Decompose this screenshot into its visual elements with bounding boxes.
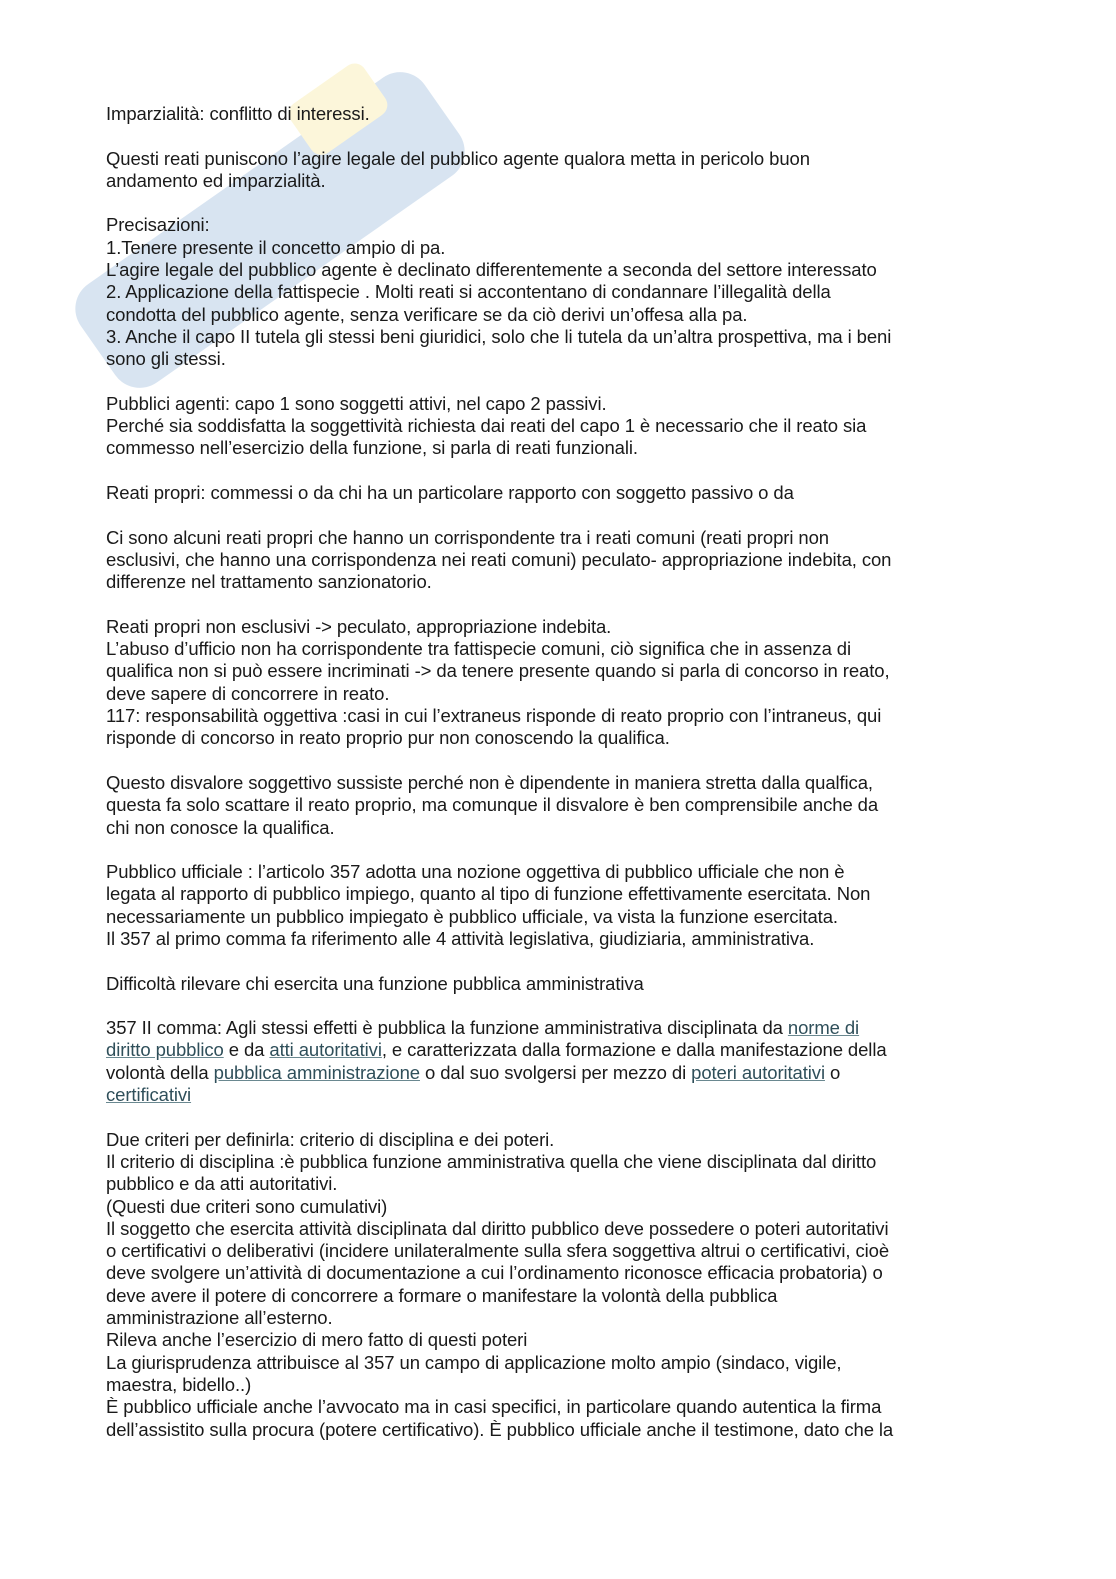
text-line: Pubblici agenti: capo 1 sono soggetti attivi, nel capo 2 passivi. [106,392,607,414]
text-line: maestra, bidello..) [106,1373,252,1395]
text-line [106,1039,1006,1061]
text-line: dell’assistito sulla procura (potere certificativo). È pubblico ufficiale anche il testimone, dato che la [106,1418,894,1440]
text-line: Reati propri non esclusivi -> peculato, appropriazione indebita. [106,615,612,637]
text-line: Due criteri per definirla: criterio di disciplina e dei poteri. [106,1128,555,1150]
text-line: andamento ed imparzialità. [106,169,326,191]
text-line: 2. Applicazione della fattispecie . Molti reati si accontentano di condannare l’illegalità della [106,281,831,303]
text-span: , e caratterizzata dalla formazione e dalla manifestazione della [381,1039,887,1061]
text-line: (Questi due criteri sono cumulativi) [106,1195,388,1217]
text-span: o dal suo svolgersi per mezzo di [419,1061,692,1083]
text-line: È pubblico ufficiale anche l’avvocato ma in casi specifici, in particolare quando autentica la firma [106,1396,882,1418]
text-line: qualifica non si può essere incriminati -> da tenere presente quando si parla di concorso in reato, [106,660,890,682]
text-line: pubblico e da atti autoritativi. [106,1173,338,1195]
link-pubblica-amministrazione[interactable]: pubblica amministrazione [213,1061,420,1083]
text-line: Questi reati puniscono l’agire legale del pubblico agente qualora metta in pericolo buon [106,147,810,169]
text-line: Imparzialità: conflitto di interessi. [106,103,370,124]
paragraph-10 [106,973,1006,995]
text-line: Precisazioni: [106,214,210,236]
link-poteri-autoritativi[interactable]: poteri autoritativi [691,1061,825,1083]
text-line: risponde di concorso in reato proprio pur non conoscendo la qualifica. [106,727,670,749]
text-line: La giurisprudenza attribuisce al 357 un campo di applicazione molto ampio (sindaco, vigile, [106,1351,842,1373]
text-line: chi non conosce la qualifica. [106,816,335,838]
text-line: 3. Anche il capo II tutela gli stessi beni giuridici, solo che li tutela da un’altra prospettiva, ma i beni [106,325,892,347]
paragraph-7 [106,616,1006,750]
text-span: volontà della [106,1061,214,1083]
text-line [106,1062,1006,1084]
paragraph-3 [106,214,1006,370]
text-line: Questo disvalore soggettivo sussiste perché non è dipendente in maniera stretta dalla qualfica, [106,771,873,793]
text-line: 117: responsabilità oggettiva :casi in cui l’extraneus risponde di reato proprio con l’intraneus, qui [106,705,882,727]
text-line: Reati propri: commessi o da chi ha un particolare rapporto con soggetto passivo o da [106,482,794,504]
text-line: deve svolgere un’attività di documentazione a cui l’ordinamento riconosce efficacia probatoria) o [106,1262,883,1284]
text-line: L’agire legale del pubblico agente è declinato differentemente a seconda del settore interessato [106,259,877,281]
text-line: Pubblico ufficiale : l’articolo 357 adotta una nozione oggettiva di pubblico ufficiale che non è [106,861,845,883]
paragraph-9 [106,861,1006,950]
text-line: esclusivi, che hanno una corrispondenza nei reati comuni) peculato- appropriazione indebita, con [106,548,892,570]
link-norme-di-diritto-pubblico-cont[interactable]: diritto pubblico [106,1039,224,1061]
text-line: deve avere il potere di concorrere a formare o manifestare la volontà della pubblica [106,1284,778,1306]
text-line: Il criterio di disciplina :è pubblica funzione amministrativa quella che viene disciplinata dal diritto [106,1150,877,1172]
text-line: legata al rapporto di pubblico impiego, quanto al tipo di funzione effettivamente esercitata. Non [106,883,871,905]
text-line: Il 357 al primo comma fa riferimento alle 4 attività legislativa, giudiziaria, amministrativa. [106,927,815,949]
paragraph-1 [106,103,1006,125]
link-certificativi[interactable]: certificativi [106,1084,192,1106]
text-line: necessariamente un pubblico impiegato è pubblico ufficiale, va vista la funzione esercitata. [106,905,838,927]
text-line: sono gli stessi. [106,348,226,370]
text-line: questa fa solo scattare il reato proprio, ma comunque il disvalore è ben comprensibile anche da [106,794,879,816]
document-page [106,103,1006,1441]
text-line: Difficoltà rilevare chi esercita una funzione pubblica amministrativa [106,972,644,994]
text-line: differenze nel trattamento sanzionatorio. [106,571,432,593]
paragraph-5 [106,482,1006,504]
text-line: commesso nell’esercizio della funzione, si parla di reati funzionali. [106,437,638,459]
paragraph-11 [106,1017,1006,1106]
text-span: e da [223,1039,270,1061]
text-line: Rileva anche l’esercizio di mero fatto di questi poteri [106,1329,528,1351]
text-line: Ci sono alcuni reati propri che hanno un corrispondente tra i reati comuni (reati propri non [106,526,829,548]
link-norme-di-diritto-pubblico[interactable]: norme di [787,1017,860,1039]
paragraph-4 [106,393,1006,460]
paragraph-6 [106,527,1006,594]
text-line: condotta del pubblico agente, senza verificare se da ciò derivi un’offesa alla pa. [106,303,748,325]
link-atti-autoritativi[interactable]: atti autoritativi [269,1039,382,1061]
paragraph-12 [106,1129,1006,1441]
text-span: 357 II comma: Agli stessi effetti è pubblica la funzione amministrativa disciplinata da [106,1017,788,1039]
text-line: deve sapere di concorrere in reato. [106,682,390,704]
paragraph-8 [106,772,1006,839]
text-line: amministrazione all’esterno. [106,1307,333,1329]
text-line [106,1084,1006,1106]
text-span: o [824,1061,841,1083]
text-line: Perché sia soddisfatta la soggettività richiesta dai reati del capo 1 è necessario che il reato sia [106,415,867,437]
text-line: L’abuso d’ufficio non ha corrispondente tra fattispecie comuni, ciò significa che in assenza di [106,638,851,660]
text-line: 1.Tenere presente il concetto ampio di pa. [106,236,446,258]
text-line: o certificativi o deliberativi (incidere unilateralmente sulla sfera soggettiva altrui o certificativi, cioè [106,1240,890,1262]
text-line: Il soggetto che esercita attività disciplinata dal diritto pubblico deve possedere o poteri autoritativi [106,1217,889,1239]
text-line [106,1017,1006,1039]
paragraph-2 [106,148,1006,193]
